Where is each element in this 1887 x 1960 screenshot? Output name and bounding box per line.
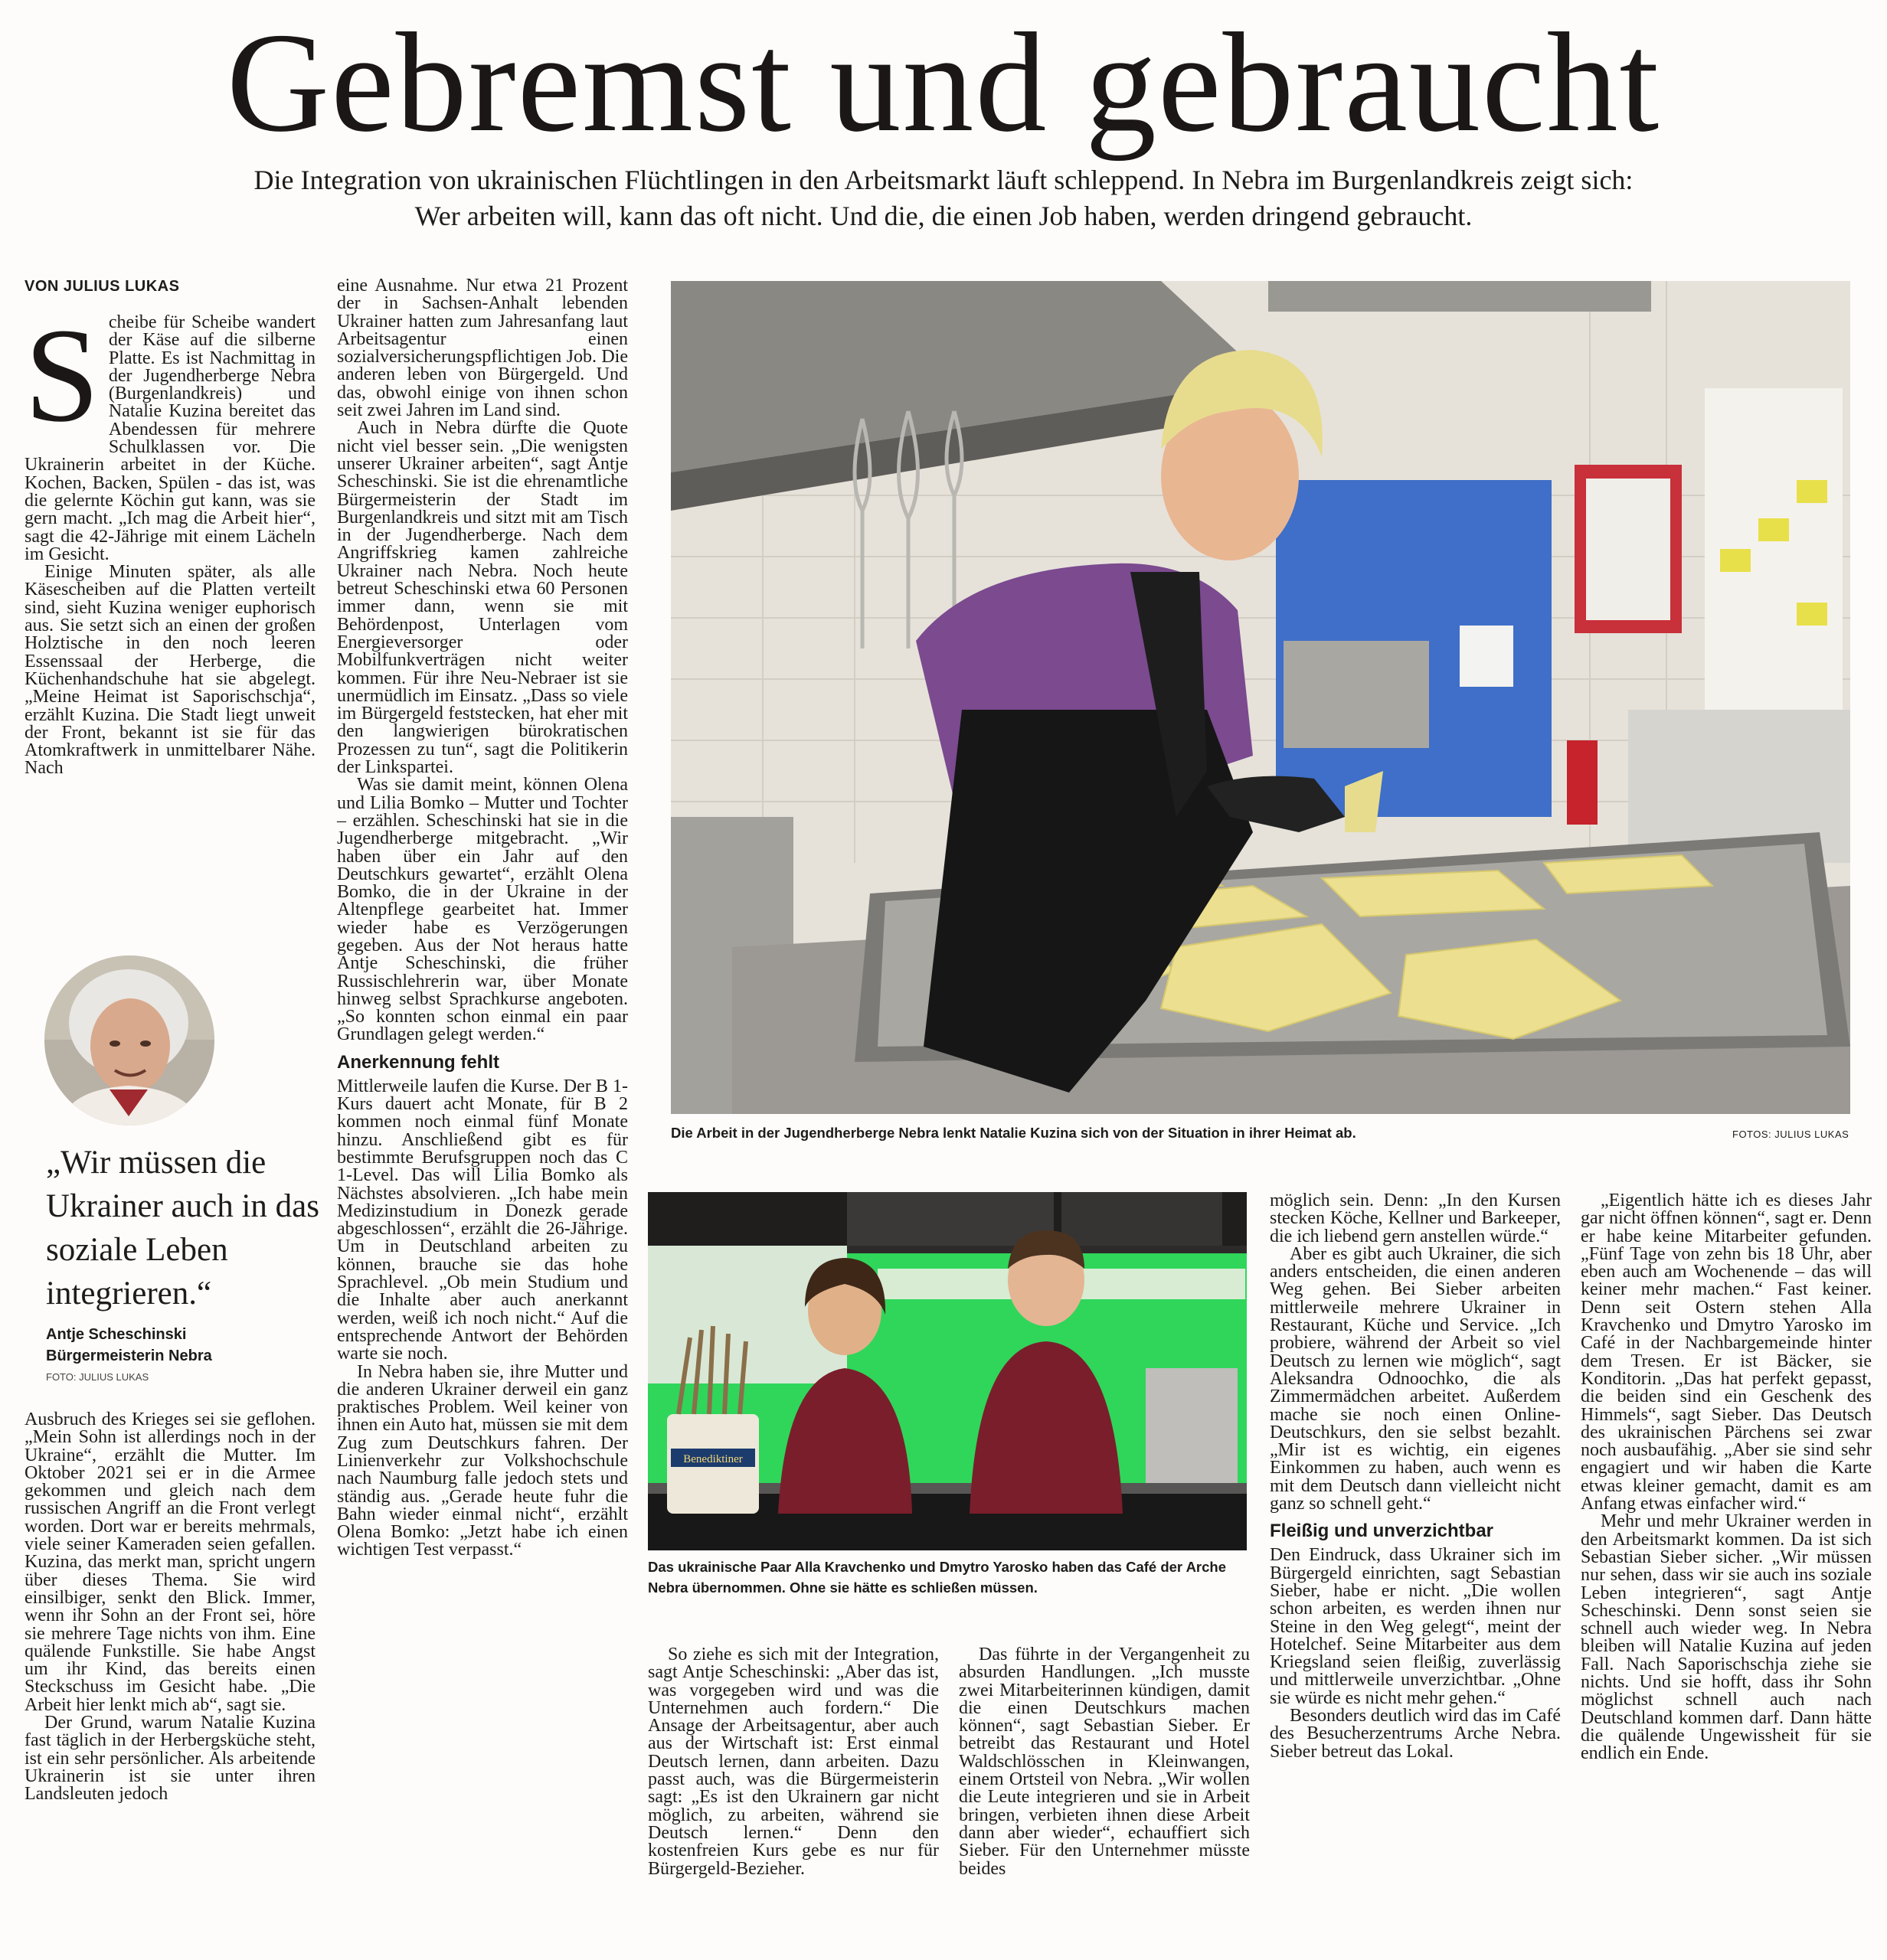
quote-attribution xyxy=(46,1324,212,1367)
cafe-couple-photo xyxy=(648,1192,1247,1550)
portrait-illustration xyxy=(44,956,214,1125)
column-3 xyxy=(648,1646,939,1878)
kitchen-scene-illustration xyxy=(671,281,1850,1114)
byline: VON JULIUS LUKAS xyxy=(25,278,180,295)
subheading-fleissig: Fleißig und unverzichtbar xyxy=(1270,1521,1494,1542)
subheadline-line-1: Die Integration von ukrainischen Flüchtlingen in den Arbeitsmarkt läuft schleppend. In Nebra im Burgenlandkreis zeigt sich: xyxy=(253,165,1634,195)
headline: Gebremst und gebraucht xyxy=(226,4,1661,162)
paragraph: Was sie damit meint, können Olena und Lilia Bomko – Mutter und Tochter – erzählen. Scheschinski hat sie in die Jugendherberge mitgebracht. „Wir haben über ein Jahr auf den Deutschkurs gewartet“, erzählt Olena Bomko, die in der Ukraine in der Altenpflege gearbeitet hat. Immer wieder habe es Verzögerungen gegeben. Aus der Not heraus hatte Antje Scheschinski, die früher Russischlehrerin war, über Monate hinweg selbst Sprachkurse angeboten. „So konnten schon einmal ein paar Grundlagen gelegt werden.“ xyxy=(337,775,628,1045)
paragraph: cheibe für Scheibe wandert der Käse auf die silberne Platte. Es ist Nachmittag in der Jugendherberge Nebra (Burgenlandkreis) und Natalie Kuzina bereitet das Abendessen für mehrere Schulklassen vor. Die Ukrainerin arbeitet in der Küche. Kochen, Backen, Spülen - das ist, was die gelernte Köchin gut kann, was sie gern macht. „Ich mag die Arbeit hier“, sagt die 42-Jährige mit einem Lächeln im Gesicht. xyxy=(25,312,316,564)
paragraph: Einige Minuten später, als alle Käsescheiben auf die Platten verteilt sind, sieht Kuzina weniger euphorisch aus. Sie setzt sich an einen der großen Holztische in den noch leeren Essenssaal der Herberge, die Küchenhandschuhe hat sie abgelegt. „Meine Heimat ist Saporischschja“, erzählt Kuzina. Die Stadt liegt unweit der Front, bekannt ist sie für das Atomkraftwerk in unmittelbarer Nähe. Nach xyxy=(25,562,316,779)
paragraph: Das führte in der Vergangenheit zu absurden Handlungen. „Ich musste zwei Mitarbeiterinnen kündigen, damit die einen Deutschkurs machen können“, sagt Sebastian Sieber. Er betreibt das Restaurant und Hotel Waldschlösschen in Kleinwangen, einem Ortsteil von Nebra. „Wir wollen die Leute integrieren und sie in Arbeit bringen, verbieten ihnen diese Arbeit dann aber wieder“, echauffiert sich Sieber. Für den Unternehmer müsste beides xyxy=(959,1645,1250,1879)
quote-role: Bürgermeisterin Nebra xyxy=(46,1348,212,1364)
paragraph: Aber es gibt auch Ukrainer, die sich anders entscheiden, die einen anderen Weg gehen. Bei Sieber arbeiten mittlerweile mehrere Ukrainer in Restaurant, Küche und Service. „Ich probiere, während der Arbeit so viel Deutsch zu lernen wie möglich“, sagt Aleksandra Odnoochko, die als Zimmermädchen arbeitet. Außerdem mache sie noch einen Online-Deutschkurs, den sie selbst bezahlt. „Mir ist es wichtig, ein eigenes Einkommen zu haben, auch wenn es mit dem Deutsch dann vielleicht nicht ganz so schnell geht.“ xyxy=(1270,1243,1561,1514)
paragraph: Der Grund, warum Natalie Kuzina fast täglich in der Herbergsküche steht, ist ein sehr persönlicher. Als arbeitende Ukrainerin ist sie unter ihren Landsleuten jedoch xyxy=(25,1713,316,1805)
cafe-scene-illustration xyxy=(648,1192,1247,1550)
portrait-photo xyxy=(44,956,214,1125)
subheadline xyxy=(153,162,1734,234)
paragraph: So ziehe es sich mit der Integration, sagt Antje Scheschinski: „Aber das ist, was vorgegeben wird und was die Unternehmen auch fordern.“ Die Ansage der Arbeitsagentur, aber auch aus der Wirtschaft ist: Erst einmal Deutsch lernen, dann arbeiten. Dazu passt auch, was die Bürgermeisterin sagt: „Es ist den Ukrainern gar nicht möglich, zu arbeiten, während sie Deutsch lernen.“ Denn den kostenfreien Kurs gebe es nur für Bürgergeld-Bezieher. xyxy=(648,1645,939,1879)
paragraph: „Eigentlich hätte ich es dieses Jahr gar nicht öffnen können“, sagt er. Denn er habe keine Mitarbeiter gefunden. „Fünf Tage von zehn bis 18 Uhr, aber eben auch am Wochenende – das will keiner mehr machen.“ Fast keiner. Denn seit Ostern stehen Alla Kravchenko und Dmytro Yarosko im Café in der Nachbargemeinde hinter dem Tresen. Er ist Bäcker, sie Konditorin. „Das hat perfekt gepasst, die beiden sind ein Geschenk des Himmels“, sagt Sieber. Das Deutsch des ukrainischen Pärchens sei zwar noch ausbaufähig. „Aber sie sind sehr engagiert und wir haben die Karte etwas kleiner gemacht, damit es am Anfang etwas einfacher wird.“ xyxy=(1581,1191,1872,1514)
main-kitchen-photo xyxy=(671,281,1850,1114)
paragraph: Mittlerweile laufen die Kurse. Der B 1-Kurs dauert acht Monate, für B 2 kommen noch einmal fünf Monate hinzu. Anschließend gibt es für bestimmte Berufsgruppen noch das C 1-Level. Das will Lilia Bomko als Nächstes absolvieren. „Ich habe mein Medizinstudium in Donezk gerade abgeschlossen“, erzählt die 26-Jährige. Um in Deutschland arbeiten zu können, brauche sie das hohe Sprachlevel. „Ob mein Studium und die Inhalte aber auch anerkannt werden, weiß ich noch nicht.“ Auf die entsprechende Antwort der Behörden warte sie noch. xyxy=(337,1076,628,1364)
quote-photo-credit: FOTO: JULIUS LUKAS xyxy=(46,1371,149,1383)
paragraph: möglich sein. Denn: „In den Kursen stecken Köche, Kellner und Barkeeper, die ich liebend gern anstellen würde.“ xyxy=(1270,1191,1561,1246)
paragraph: Mehr und mehr Ukrainer werden in den Arbeitsmarkt kommen. Da ist sich Sebastian Sieber sicher. „Wir müssen nur sehen, dass wir sie auch ins soziale Leben integrieren“, sagt Antje Scheschinski. Denn sonst seien sie schnell auch wieder weg. In Nebra bleiben will Natalie Kuzina auf jeden Fall. Nach Saporischschja ziehe sie nichts. Und sie hofft, dass ihr Sohn möglichst schnell auch nach Deutschland kommen darf. Dann hätte die quälende Ungewissheit für sie endlich ein Ende. xyxy=(1581,1511,1872,1764)
paragraph: Ausbruch des Krieges sei sie geflohen. „Mein Sohn ist allerdings noch in der Ukraine“, erzählt die Mutter. Im Oktober 2021 sei er in die Armee gekommen und gleich nach dem russischen Angriff an die Front verlegt worden. Dort war er bereits mehrmals, viele seiner Kameraden seien gefallen. Kuzina, das merkt man, spricht ungern über dieses Thema. Sie wird einsilbiger, senkt den Blick. Immer, wenn ihr Sohn an der Front sei, höre sie mehrere Tage nichts von ihm. Eine quälende Funkstille. Sie habe Angst um ihr Kind, das bereits einen Steckschuss im Gesicht habe. „Die Arbeit hier lenkt mich ab“, sagt sie. xyxy=(25,1410,316,1715)
subheading-anerkennung: Anerkennung fehlt xyxy=(337,1051,500,1073)
paragraph: eine Ausnahme. Nur etwa 21 Prozent der in Sachsen-Anhalt lebenden Ukrainer hatten zum Jahresanfang laut Arbeitsagentur einen sozialversicherungspflichtigen Job. Die anderen leben von Bürgergeld. Und das, obwohl einige von ihnen schon seit zwei Jahren im Land sind. xyxy=(337,276,628,421)
column-4 xyxy=(959,1646,1250,1878)
cafe-photo-caption: Das ukrainische Paar Alla Kravchenko und Dmytro Yarosko haben das Café der Arche Nebra übernommen. Ohne sie hätte es schließen müssen. xyxy=(648,1559,1227,1596)
mug-brand-label: Benediktiner xyxy=(683,1453,743,1465)
column-1-upper xyxy=(25,301,316,779)
drop-cap: S xyxy=(25,301,100,450)
column-5 xyxy=(1270,1192,1561,1761)
paragraph: Den Eindruck, dass Ukrainer sich im Bürgergeld einrichten, sagt Sebastian Sieber, habe er nicht. „Die wollen schon arbeiten, es werden ihnen nur Steine in den Weg gelegt“, meint der Hotelchef. Seine Mitarbeiter aus dem Kriegsland seien fleißig, zuverlässig und mittlerweile unverzichtbar. „Ohne sie würde es nicht mehr gehen.“ xyxy=(1270,1545,1561,1708)
column-6 xyxy=(1581,1192,1872,1763)
main-photo-caption: Die Arbeit in der Jugendherberge Nebra lenkt Natalie Kuzina sich von der Situation in ihrer Heimat ab. xyxy=(671,1125,1356,1141)
paragraph: Besonders deutlich wird das im Café des Besucherzentrums Arche Nebra. Sieber betreut das Lokal. xyxy=(1270,1706,1561,1762)
quote-name: Antje Scheschinski xyxy=(46,1326,187,1343)
photo-credit: FOTOS: JULIUS LUKAS xyxy=(1732,1129,1849,1140)
column-1-lower xyxy=(25,1411,316,1804)
column-2 xyxy=(337,277,628,1560)
paragraph: Auch in Nebra dürfte die Quote nicht viel besser sein. „Die wenigsten unserer Ukrainer arbeiten“, sagt Antje Scheschinski. Sie ist die ehrenamtliche Bürgermeisterin der Stadt im Burgenlandkreis und sitzt mit am Tisch in der Jugendherberge. Nach dem Angriffskrieg kamen zahlreiche Ukrainer nach Nebra. Noch heute betreut Scheschinski etwa 60 Personen immer dann, wenn sie mit Behördenpost, Unterlagen vom Energieversorger oder Mobilfunkverträgen nicht weiter kommen. Für ihre Neu-Nebraer ist sie unermüdlich im Einsatz. „Dass so viele im Bürgergeld feststecken, hat eher mit den langwierigen bürokratischen Prozessen zu tun“, sagt die Politikerin der Linkspartei. xyxy=(337,418,628,778)
subheadline-line-2: Wer arbeiten will, kann das oft nicht. Und die, die einen Job haben, werden dringend gebraucht. xyxy=(414,201,1473,231)
paragraph: In Nebra haben sie, ihre Mutter und die anderen Ukrainer derweil ein ganz praktisches Problem. Weil keiner von ihnen ein Auto hat, müssen sie mit dem Zug zum Deutschkurs fahren. Der Linienverkehr zur Volkshochschule nach Naumburg falle jedoch stets und ständig aus. „Gerade heute fuhr die Bahn wieder einmal nicht“, erzählt Olena Bomko: „Jetzt habe ich einen wichtigen Test verpasst.“ xyxy=(337,1361,628,1560)
pull-quote: „Wir müssen die Ukrainer auch in das soziale Leben integrieren.“ xyxy=(46,1145,319,1312)
